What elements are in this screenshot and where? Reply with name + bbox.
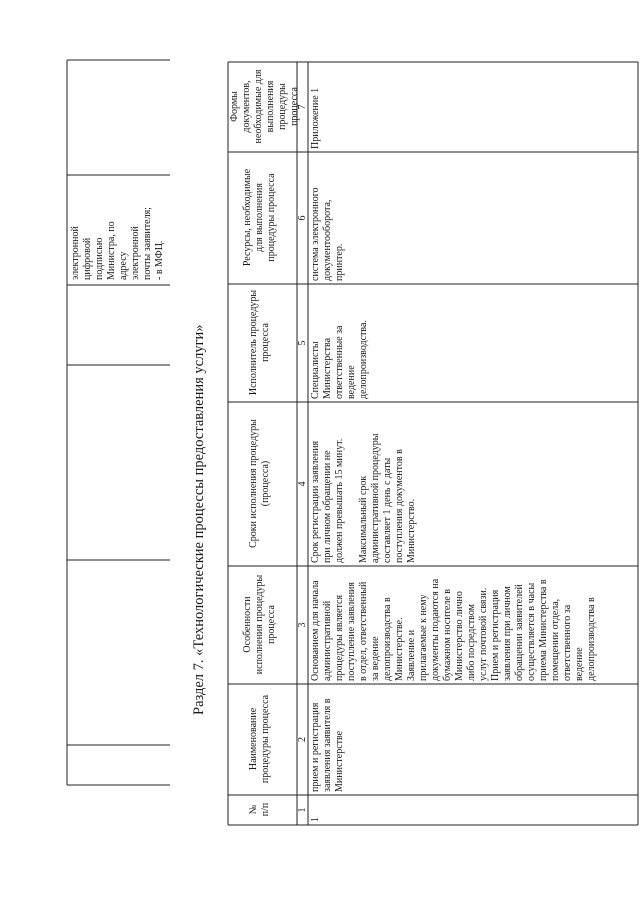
column-number: 2	[297, 737, 308, 742]
resources-cell: система электронного документооборота, принтер.	[310, 187, 345, 281]
header-number: № п/п	[248, 802, 271, 817]
row-number: 1	[310, 817, 321, 822]
column-number: 1	[297, 807, 308, 813]
header-resources: Ресурсы, необходимые для выполнения процедуры процесса	[242, 168, 277, 267]
header-forms: Формы документов, необходимые для выполнения процедуры процесса	[229, 69, 300, 144]
prev-table-cell-text: электронной цифровой подписью Министра, по адресу электронной почты заявителя; - в МФЦ.	[70, 207, 165, 280]
executor-cell: Специалисты Министерства ответственные за ведение делопроизводства.	[310, 320, 369, 399]
header-features: Особенности исполнения процедуры процесса	[242, 574, 277, 675]
section-title: Раздел 7. «Технологические процессы предоставления услуги»	[191, 324, 207, 715]
terms-cell: Срок регистрации заявления при личном обращении не должен превышать 15 минут. Максимальный срок административной процедуры составляет 1 день с даты поступления документов в Министерство.	[310, 433, 417, 563]
column-number: 7	[297, 104, 308, 110]
column-number: 6	[297, 215, 308, 221]
column-number: 3	[297, 622, 308, 628]
header-executor: Исполнитель процедуры процесса	[248, 289, 271, 396]
forms-cell: Приложение 1	[310, 87, 321, 149]
header-terms: Сроки исполнения процедуры (процесса)	[248, 419, 271, 548]
procedure-name-cell: прием и регистрация заявления заявителя в Министерстве	[310, 698, 345, 792]
column-number: 5	[297, 340, 308, 346]
header-procedure-name: Наименование процедуры процесса	[248, 694, 271, 784]
column-number: 4	[297, 481, 308, 487]
features-cell: Основанием для начала административной процедуры является поступление заявления в отдел, ответственный за ведение делопроизводства в Министерстве. Заявление и прилагаемые к нему документы подаются на бумажном носителе в Министерство лично либо посредством услуг почтовой связи. Прием и регистрация заявления при личном обращении заявителей осуществляется в часы приема Министерства в помещении отдела, ответственного за ведение делопроизводства в	[310, 578, 597, 681]
